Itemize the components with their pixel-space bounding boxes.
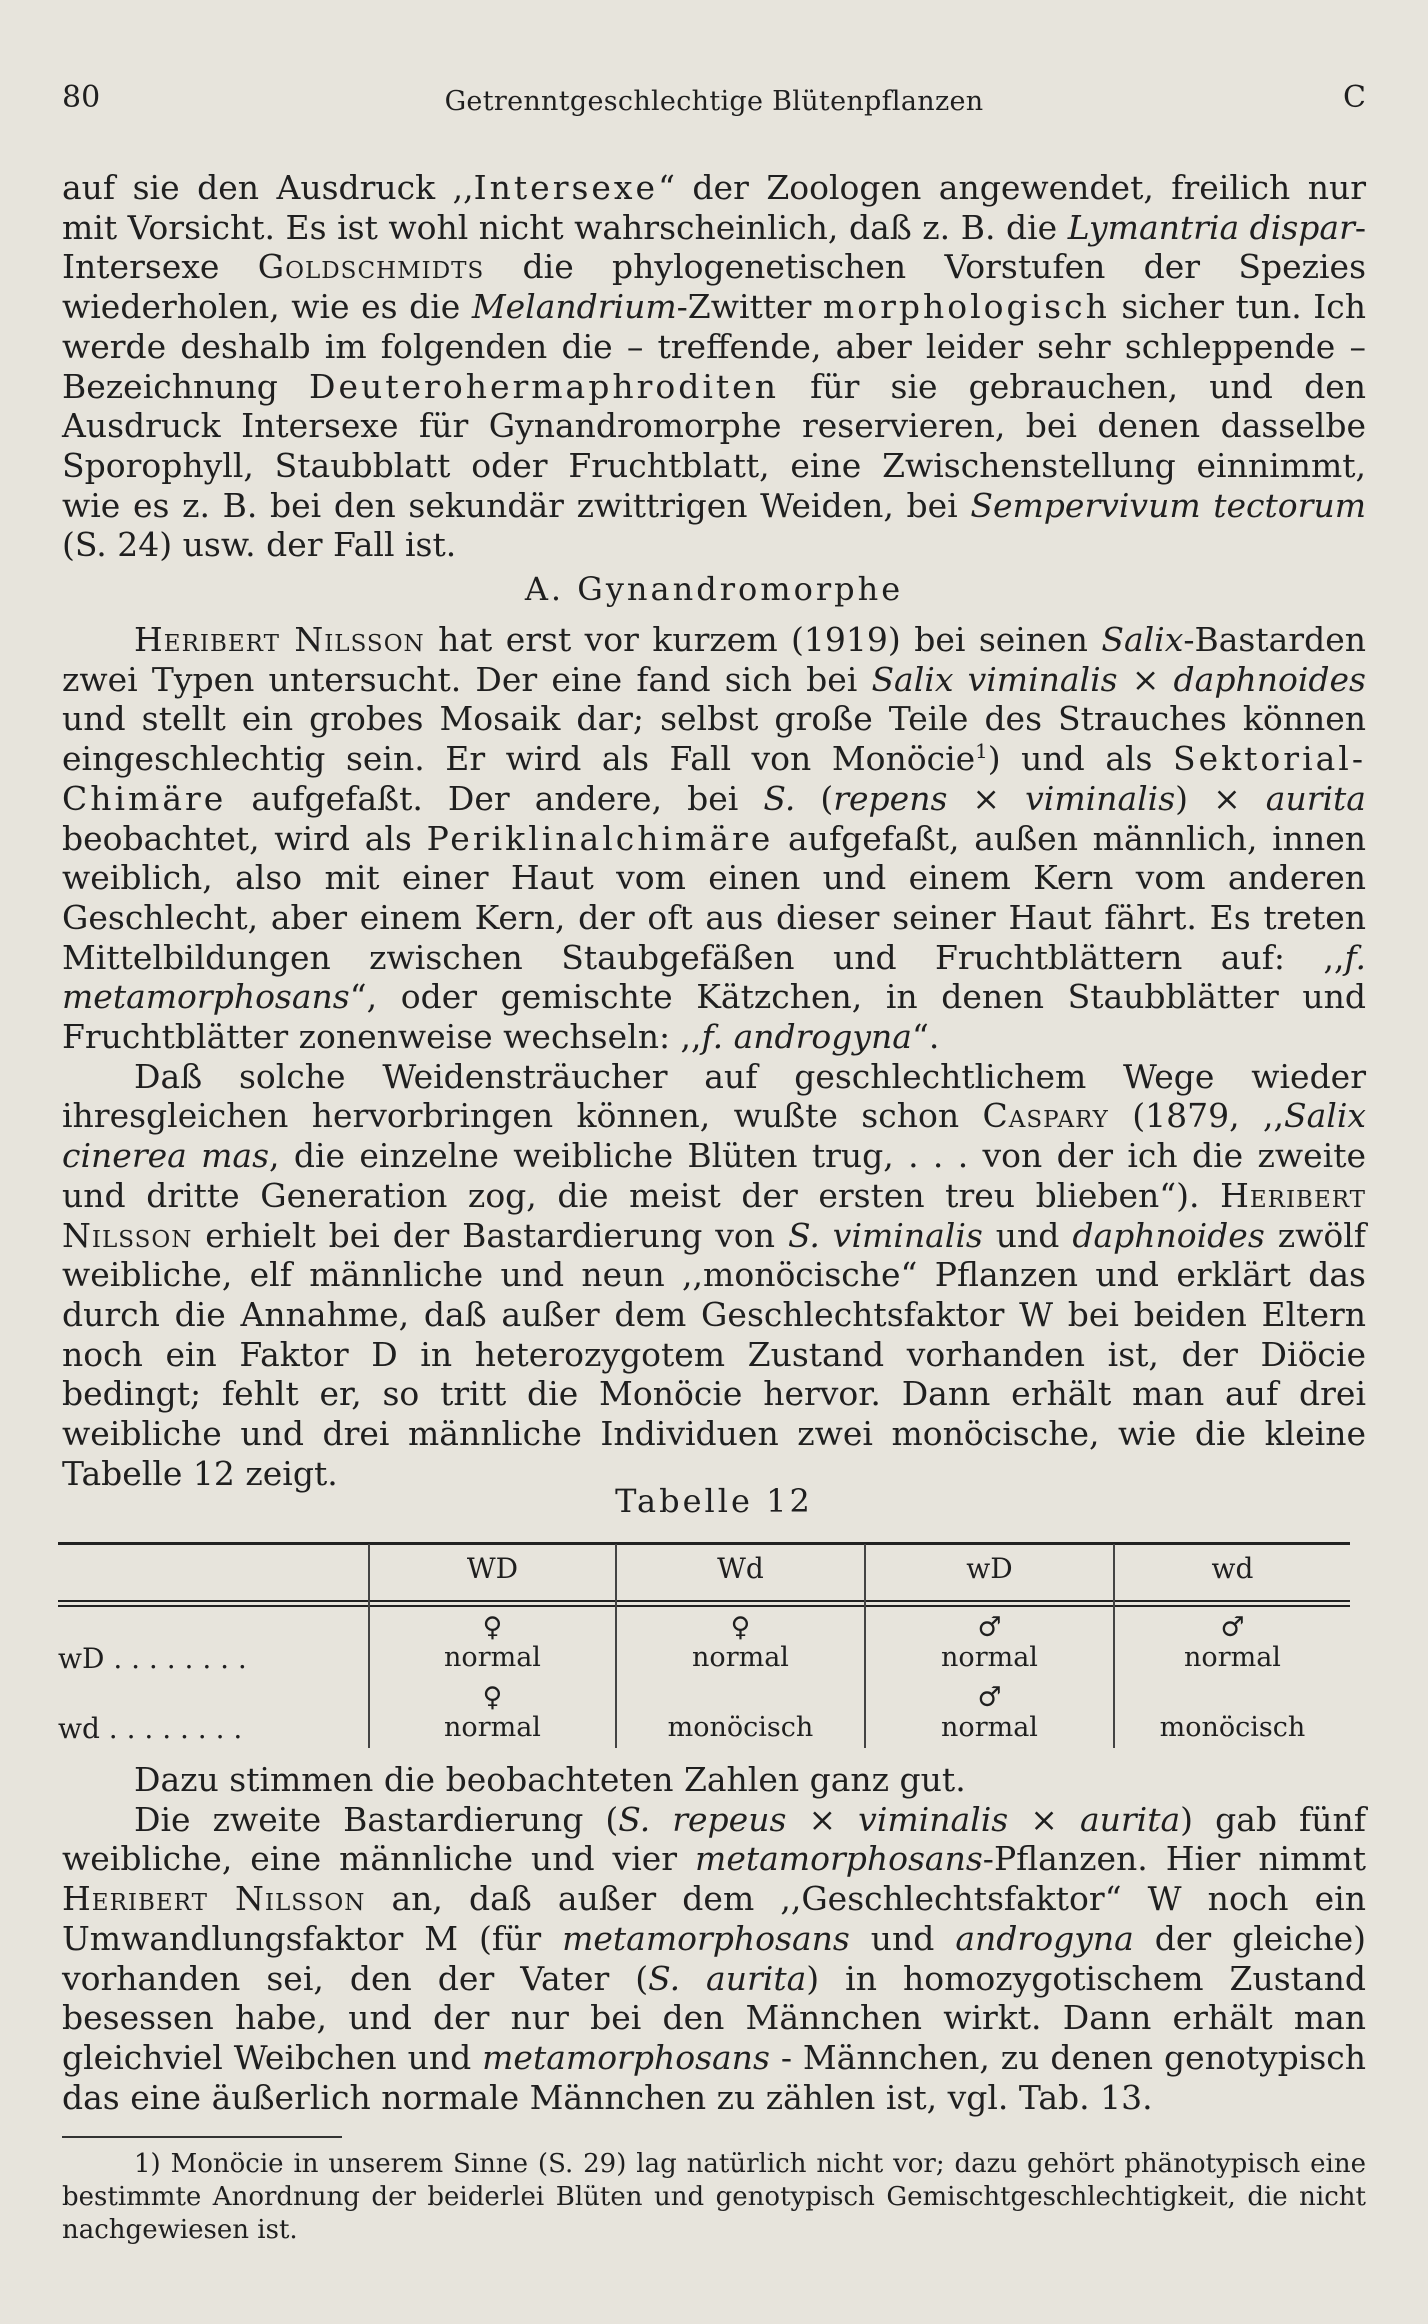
male-symbol-icon: ♂ (977, 1612, 1002, 1643)
table-cell: ♀ normal (370, 1684, 615, 1744)
table-top-rule (58, 1542, 1350, 1545)
column-header: Wd (717, 1552, 764, 1585)
row-header: wd . . . . . . . . (58, 1712, 243, 1745)
running-title: Getrenntgeschlechtige Blütenpflanzen (444, 86, 984, 117)
paragraph-nilsson: Heribert Nilsson hat erst vor kurzem (1919) bei seinen Salix-Bastarden zwei Typen untersucht. Der eine fand sich bei Salix viminalis × daphnoides und stellt ein grobes Mosaik dar; selbst große Teile des Strauches können eingeschlechtig sein. Er wird als Fall von Monöcie$^1$) und als Sektorial-Chimäre aufgefaßt. Der andere, bei S. (repens × viminalis) × aurita beobachtet, wird als Periklinalchimäre aufgefaßt, außen männlich, innen weiblich, also mit einer Haut vom einen und einem Kern vom anderen Geschlecht, aber einem Kern, der oft aus dieser seiner Haut fährt. Es treten Mittelbildungen zwischen Staubgefäßen und Fruchtblättern auf: ,,f. metamorphosans“, oder gemischte Kätzchen, in denen Staubblätter und Fruchtblätter zonenweise wechseln: ,,f. androgyna“. Daß solche Weidensträucher auf geschlechtlichem Wege wieder ihresgleichen hervorbringen können, wußte schon Caspary (1879, ,,Salix cinerea mas, die einzelne weibliche Blüten trug, . . . von der ich die zweite und dritte Generation zog, die meist der ersten treu blieben“). Heribert Nilsson erhielt bei der Bastardierung von S. viminalis und daphnoides zwölf weibliche, elf männliche und neun ,,monöcische“ Pflanzen und erklärt das durch die Annahme, daß außer dem Geschlechtsfaktor W bei beiden Eltern noch ein Faktor D in heterozygotem Zustand vorhanden ist, der Diöcie bedingt; fehlt er, so tritt die Monöcie hervor. Dann erhält man auf drei weibliche und drei männliche Individuen zwei monöcische, wie die kleine Tabelle 12 zeigt. (62, 620, 1367, 1493)
male-symbol-icon: ♂ (977, 1682, 1002, 1713)
table-header-rule-1 (58, 1600, 1350, 1602)
footnote-ref: 1 (975, 740, 988, 764)
row-header: wD . . . . . . . . (58, 1642, 247, 1675)
table-cell: monöcisch (1159, 1712, 1306, 1743)
table-cell: ♀ normal (370, 1614, 615, 1674)
male-symbol-icon: ♂ (1220, 1612, 1245, 1643)
table-12 (58, 1538, 1350, 1748)
table-title: Tabelle 12 (615, 1482, 813, 1520)
section-heading: A. Gynandromorphe (524, 570, 904, 608)
female-symbol-icon: ♀ (482, 1612, 503, 1643)
table-header-rule-2 (58, 1605, 1350, 1607)
page-number: 80 (62, 80, 101, 115)
footnote: 1) Monöcie in unserem Sinne (S. 29) lag natürlich nicht vor; dazu gehört phänotypisch eine bestimmte Anordnung der beiderlei Blüten und genotypisch Gemischtgeschlechtigkeit, die nicht nachgewiesen ist. (62, 2149, 1366, 2245)
paragraph-caspary: Daß solche Weidensträucher auf geschlechtlichem Wege wieder ihresgleichen hervorbringen können, wußte schon Caspary (1879, ,,Salix cinerea mas, die einzelne weibliche Blüten trug, . . . von der ich die zweite und dritte Generation zog, die meist der ersten treu blieben“). Heribert Nilsson erhielt bei der Bastardierung von S. viminalis und daphnoides zwölf weibliche, elf männliche und neun ,,monöcische“ Pflanzen und erklärt das durch die Annahme, daß außer dem Geschlechtsfaktor W bei beiden Eltern noch ein Faktor D in heterozygotem Zustand vorhanden ist, der Diöcie bedingt; fehlt er, so tritt die Monöcie hervor. Dann erhält man auf drei weibliche und drei männliche Individuen zwei monöcische, wie die kleine Tabelle 12 zeigt. (62, 1056, 1366, 1493)
column-header: WD (466, 1552, 519, 1585)
table-cell: monöcisch (667, 1712, 814, 1743)
paragraph-after-table: Dazu stimmen die beobachteten Zahlen ganz gut. Die zweite Bastardierung (S. repeus × viminalis × aurita) gab fünf weibliche, eine männliche und vier metamorphosans-Pflanzen. Hier nimmt Heribert Nilsson an, daß außer dem ,,Geschlechtsfaktor“ W noch ein Umwandlungsfaktor M (für metamorphosans und androgyna der gleiche) vorhanden sei, den der Vater (S. aurita) in homozygotischem Zustand besessen habe, und der nur bei den Männchen wirkt. Dann erhält man gleichviel Weibchen und metamorphosans - Männchen, zu denen genotypisch das eine äußerlich normale Männchen zu zählen ist, vgl. Tab. 13. (62, 1760, 1366, 2117)
column-header: wD (966, 1552, 1013, 1585)
table-cell: ♂ normal (866, 1614, 1113, 1674)
female-symbol-icon: ♀ (730, 1612, 751, 1643)
table-cell: ♂ normal (1115, 1614, 1350, 1674)
table-cell: ♀ normal (617, 1614, 864, 1674)
footnote-rule (62, 2136, 342, 2138)
paragraph-intro: auf sie den Ausdruck ,,Intersexe“ der Zoologen angewendet, freilich nur mit Vorsicht. Es ist wohl nicht wahrscheinlich, daß z. B. die Lymantria dispar-Intersexe Goldschmidts die phylogenetischen Vorstufen der Spezies wiederholen, wie es die Melandrium-Zwitter morphologisch sicher tun. Ich werde deshalb im folgenden die – treffende, aber leider sehr schleppende – Bezeichnung Deuterohermaphroditen für sie gebrauchen, und den Ausdruck Intersexe für Gynandromorphe reservieren, bei denen dasselbe Sporophyll, Staubblatt oder Fruchtblatt, eine Zwischenstellung einnimmt, wie es z. B. bei den sekundär zwittrigen Weiden, bei Sempervivum tectorum (S. 24) usw. der Fall ist. (62, 168, 1367, 565)
section-letter: C (1343, 80, 1366, 115)
column-header: wd (1211, 1552, 1254, 1585)
table-cell: ♂ normal (866, 1684, 1113, 1744)
paragraph-second-cross: Die zweite Bastardierung (S. repeus × viminalis × aurita) gab fünf weibliche, eine männliche und vier metamorphosans-Pflanzen. Hier nimmt Heribert Nilsson an, daß außer dem ,,Geschlechtsfaktor“ W noch ein Umwandlungsfaktor M (für metamorphosans und androgyna der gleiche) vorhanden sei, den der Vater (S. aurita) in homozygotischem Zustand besessen habe, und der nur bei den Männchen wirkt. Dann erhält man gleichviel Weibchen und metamorphosans - Männchen, zu denen genotypisch das eine äußerlich normale Männchen zu zählen ist, vgl. Tab. 13. (62, 1799, 1366, 2117)
page-header (62, 80, 1366, 130)
female-symbol-icon: ♀ (482, 1682, 503, 1713)
